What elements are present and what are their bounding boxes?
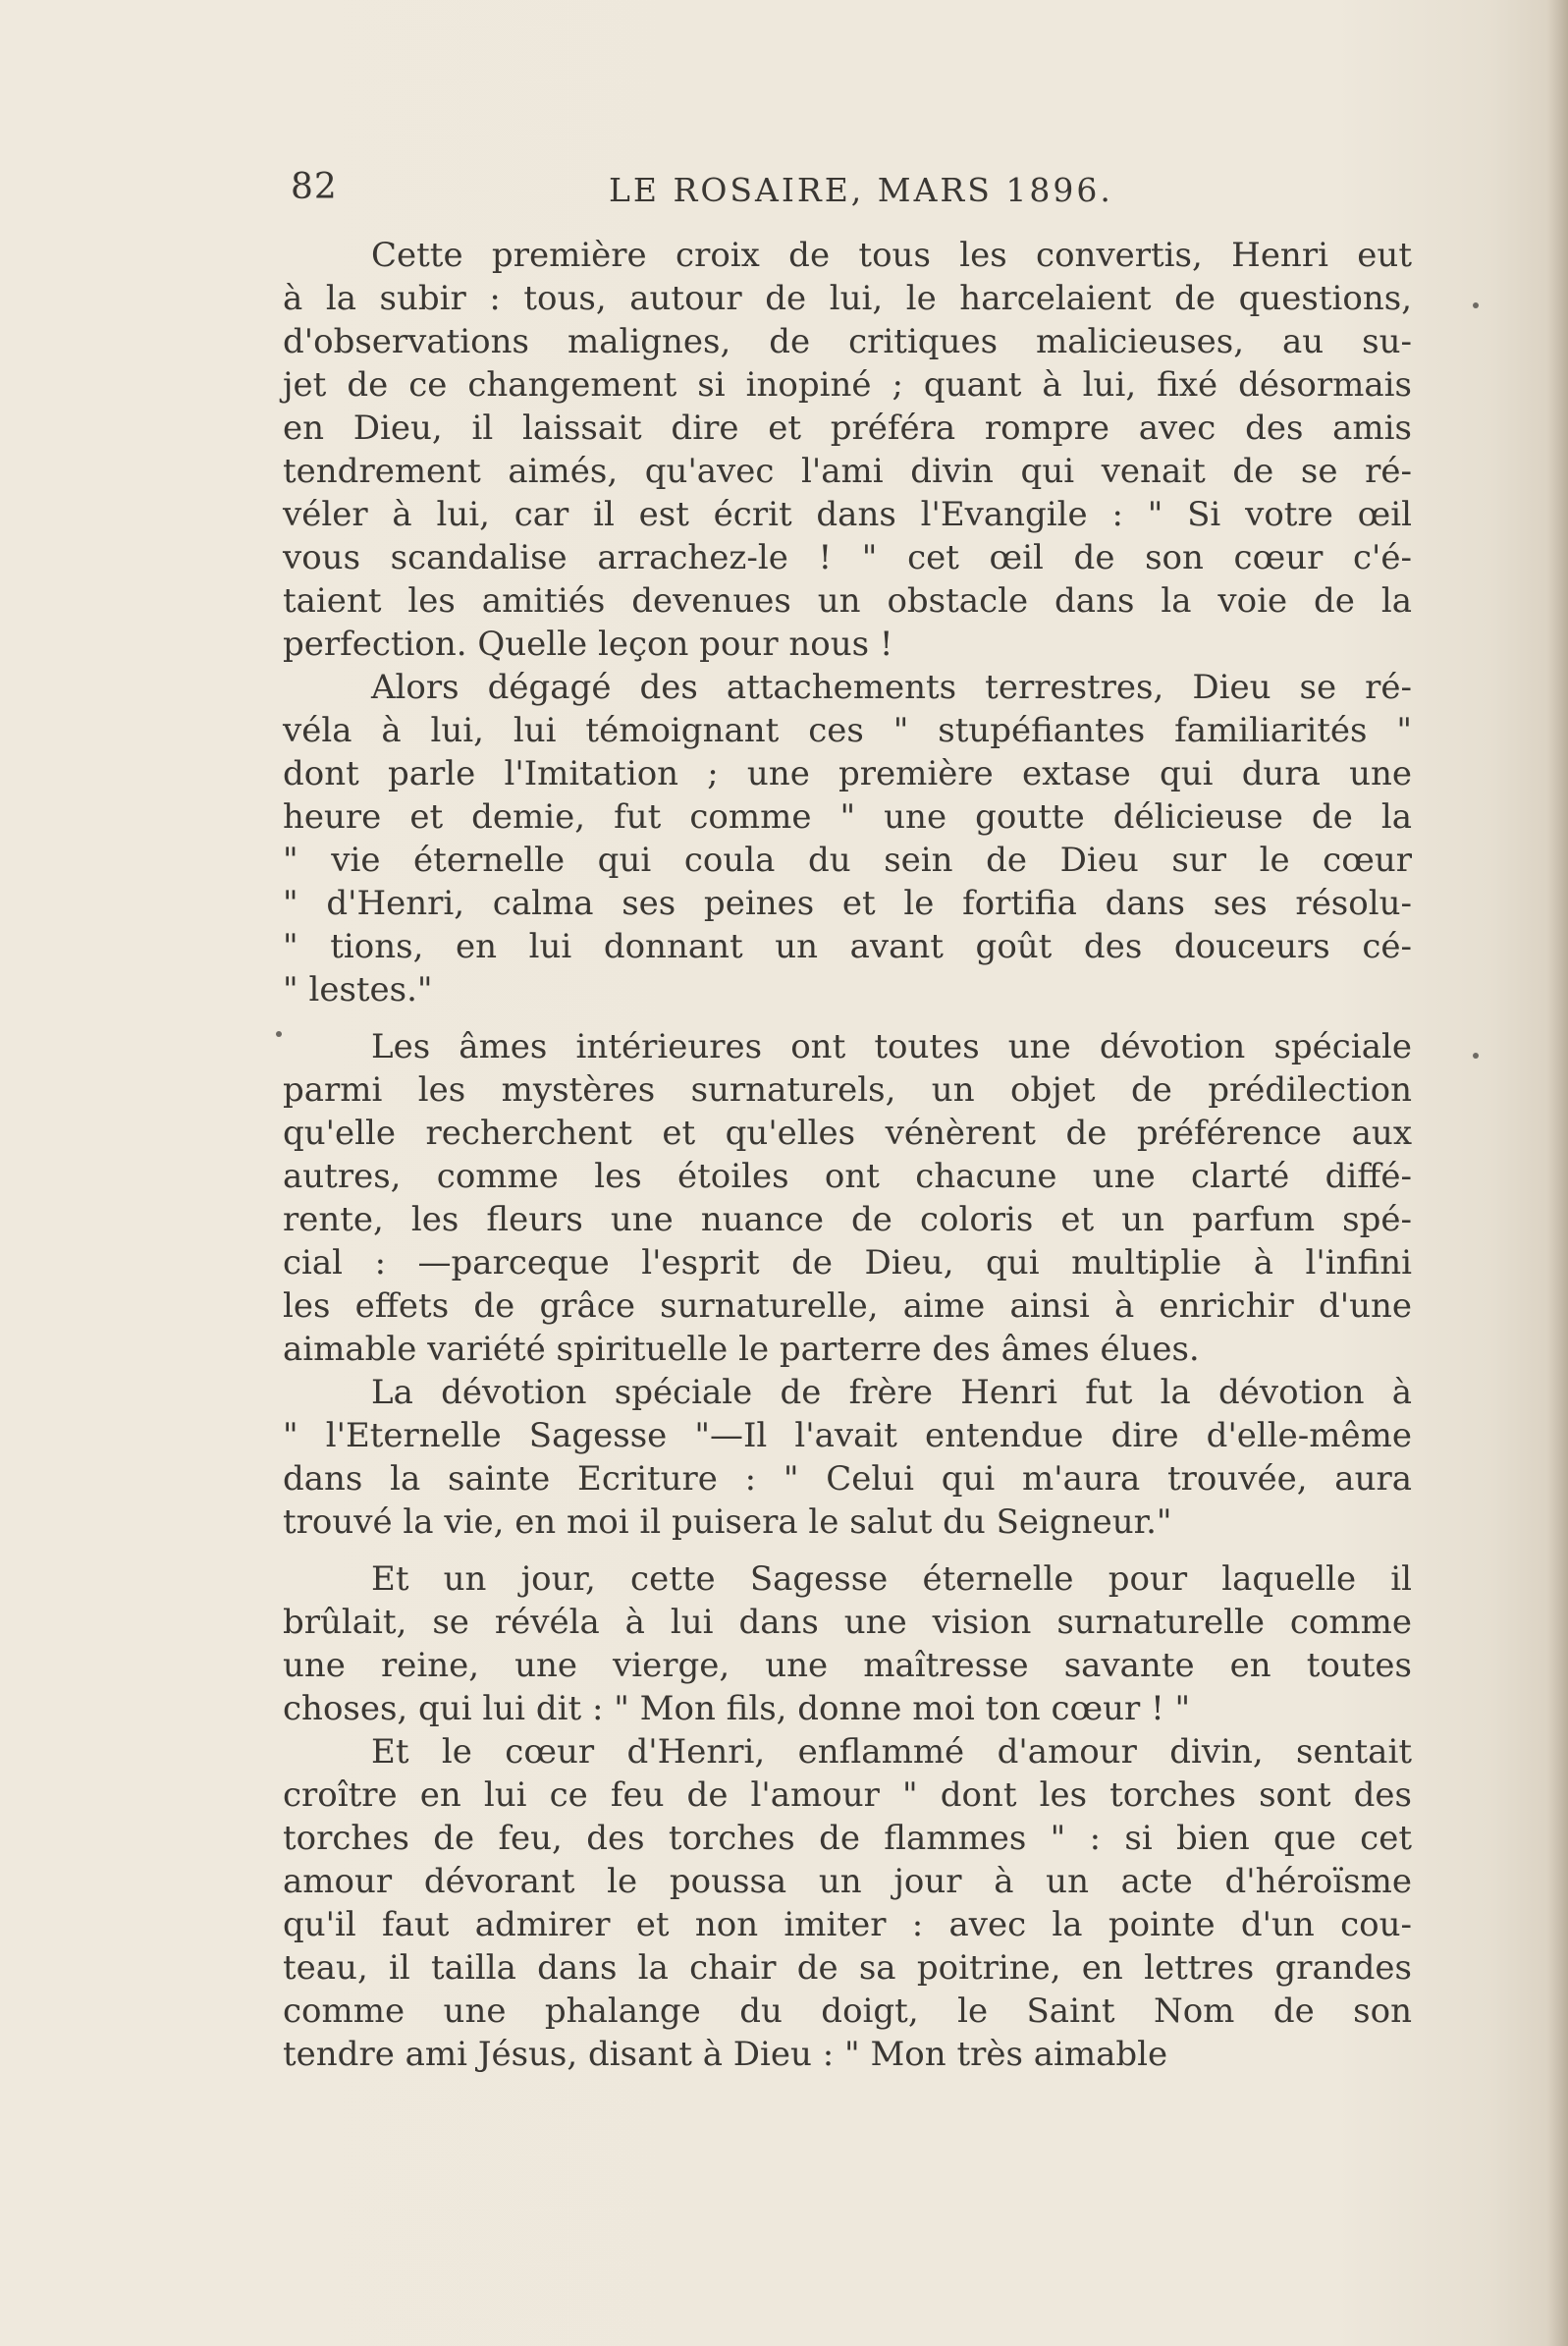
paragraph bbox=[283, 1025, 1412, 1371]
text-line: rente, les fleurs une nuance de coloris et un parfum spé- bbox=[283, 1200, 1412, 1239]
page-number: 82 bbox=[291, 167, 338, 207]
text-line: comme une phalange du doigt, le Saint Nom de son bbox=[283, 1991, 1412, 2031]
text-line: " tions, en lui donnant un avant goût des douceurs cé- bbox=[283, 927, 1412, 966]
text-line: " vie éternelle qui coula du sein de Dieu sur le cœur bbox=[283, 841, 1412, 880]
text-line: heure et demie, fut comme " une goutte délicieuse de la bbox=[283, 797, 1412, 837]
text-line: teau, il tailla dans la chair de sa poitrine, en lettres grandes bbox=[283, 1948, 1412, 1988]
text-line: parmi les mystères surnaturels, un objet de prédilection bbox=[283, 1070, 1412, 1110]
text-line: une reine, une vierge, une maîtresse savante en toutes bbox=[283, 1646, 1412, 1685]
text-line: aimable variété spirituelle le parterre des âmes élues. bbox=[283, 1330, 1200, 1369]
text-line: qu'elle recherchent et qu'elles vénèrent de préférence aux bbox=[283, 1114, 1412, 1153]
text-line: dans la sainte Ecriture : " Celui qui m'aura trouvée, aura bbox=[283, 1459, 1412, 1499]
text-line: Les âmes intérieures ont toutes une dévotion spéciale bbox=[371, 1027, 1412, 1066]
paragraph bbox=[283, 666, 1412, 1011]
text-line: Alors dégagé des attachements terrestres, Dieu se ré- bbox=[371, 668, 1412, 707]
text-line: choses, qui lui dit : " Mon fils, donne moi ton cœur ! " bbox=[283, 1689, 1191, 1728]
text-line: à la subir : tous, autour de lui, le harcelaient de questions, bbox=[283, 279, 1412, 318]
text-line: véler à lui, car il est écrit dans l'Evangile : " Si votre œil bbox=[283, 495, 1412, 534]
text-line: d'observations malignes, de critiques malicieuses, au su- bbox=[283, 322, 1412, 361]
text-line: tendrement aimés, qu'avec l'ami divin qui venait de se ré- bbox=[283, 452, 1412, 491]
text-line: autres, comme les étoiles ont chacune une clarté diffé- bbox=[283, 1157, 1412, 1196]
body-text bbox=[283, 234, 1412, 2076]
text-line: " lestes." bbox=[283, 970, 433, 1009]
text-line: croître en lui ce feu de l'amour " dont les torches sont des bbox=[283, 1775, 1412, 1815]
text-line: vous scandalise arrachez-le ! " cet œil de son cœur c'é- bbox=[283, 538, 1412, 577]
text-line: " d'Henri, calma ses peines et le fortifia dans ses résolu- bbox=[283, 884, 1412, 923]
paragraph bbox=[283, 1371, 1412, 1544]
text-line: les effets de grâce surnaturelle, aime ainsi à enrichir d'une bbox=[283, 1286, 1412, 1326]
paragraph bbox=[283, 234, 1412, 666]
text-line: Cette première croix de tous les convertis, Henri eut bbox=[371, 236, 1412, 275]
running-title: LE ROSAIRE, MARS 1896. bbox=[609, 171, 1113, 209]
text-line: perfection. Quelle leçon pour nous ! bbox=[283, 625, 893, 664]
text-line: dont parle l'Imitation ; une première extase qui dura une bbox=[283, 754, 1412, 793]
page-header bbox=[285, 167, 1414, 226]
text-line: en Dieu, il laissait dire et préféra rompre avec des amis bbox=[283, 409, 1412, 448]
text-line: " l'Eternelle Sagesse "—Il l'avait entendue dire d'elle-même bbox=[283, 1416, 1412, 1455]
text-line: Et un jour, cette Sagesse éternelle pour laquelle il bbox=[371, 1559, 1412, 1599]
margin-mark bbox=[1473, 1053, 1479, 1059]
text-line: La dévotion spéciale de frère Henri fut la dévotion à bbox=[371, 1373, 1412, 1412]
paragraph bbox=[283, 1730, 1412, 2076]
text-line: véla à lui, lui témoignant ces " stupéfiantes familiarités " bbox=[283, 711, 1412, 750]
paragraph bbox=[283, 1557, 1412, 1730]
margin-mark bbox=[276, 1031, 282, 1037]
text-line: tendre ami Jésus, disant à Dieu : " Mon très aimable bbox=[283, 2035, 1168, 2074]
text-line: cial : —parceque l'esprit de Dieu, qui multiplie à l'infini bbox=[283, 1243, 1412, 1282]
text-line: torches de feu, des torches de flammes " : si bien que cet bbox=[283, 1819, 1412, 1858]
text-line: amour dévorant le poussa un jour à un acte d'héroïsme bbox=[283, 1862, 1412, 1901]
text-line: qu'il faut admirer et non imiter : avec la pointe d'un cou- bbox=[283, 1905, 1412, 1944]
text-line: Et le cœur d'Henri, enflammé d'amour divin, sentait bbox=[371, 1732, 1412, 1772]
text-line: brûlait, se révéla à lui dans une vision surnaturelle comme bbox=[283, 1603, 1412, 1642]
text-line: taient les amitiés devenues un obstacle dans la voie de la bbox=[283, 581, 1412, 621]
text-line: jet de ce changement si inopiné ; quant à lui, fixé désormais bbox=[283, 365, 1412, 405]
page-edge bbox=[1546, 0, 1568, 2346]
margin-mark bbox=[1473, 302, 1479, 308]
text-line: trouvé la vie, en moi il puisera le salut du Seigneur." bbox=[283, 1502, 1172, 1542]
